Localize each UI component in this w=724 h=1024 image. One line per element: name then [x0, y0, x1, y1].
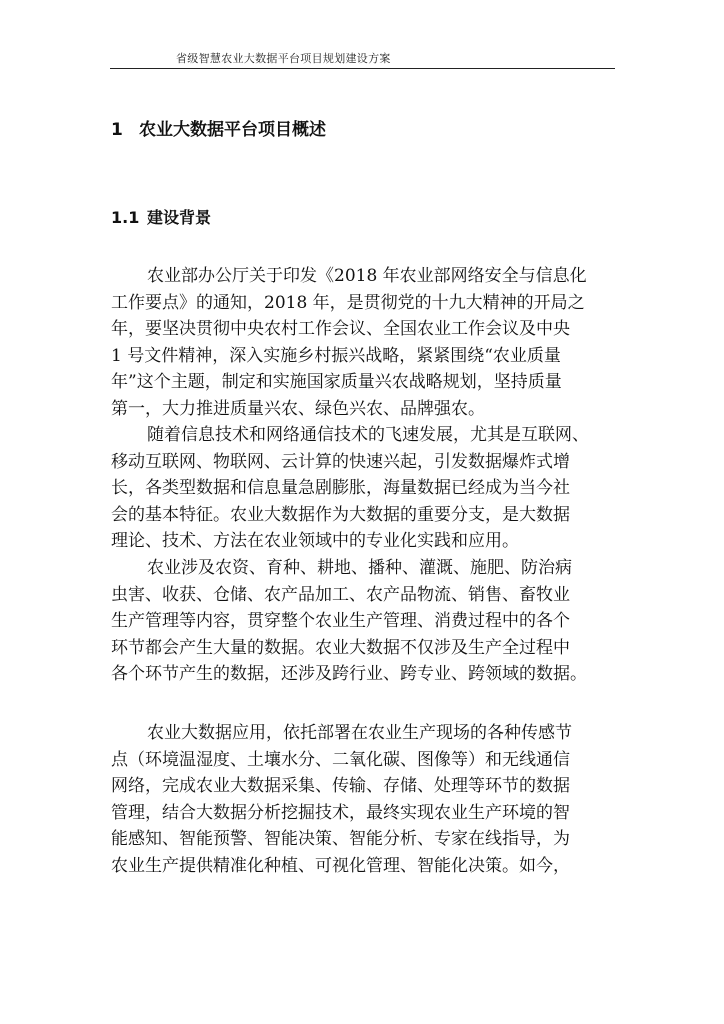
paragraph-line: 随着信息技术和网络通信技术的飞速发展，尤其是互联网、 — [147, 425, 589, 445]
paragraph-line: 第一，大力推进质量兴农、绿色兴农、品牌强农。 — [111, 398, 485, 419]
subsection-heading — [111, 205, 211, 228]
paragraph-line: 年，要坚决贯彻中央农村工作会议、全国农业工作会议及中央 — [111, 319, 570, 339]
paragraph-4 — [111, 720, 605, 879]
paragraph-line: 农业大数据应用，依托部署在农业生产现场的各种传感节 — [147, 723, 572, 743]
paragraph-line: 虫害、收获、仓储、农产品加工、农产品物流、销售、畜牧业 — [111, 584, 570, 605]
subsection-title: 建设背景 — [147, 208, 212, 227]
paragraph-line: 移动互联网、物联网、云计算的快速兴起，引发数据爆炸式增 — [111, 451, 570, 472]
paragraph-1 — [111, 263, 605, 422]
paragraph-line: 会的基本特征。农业大数据作为大数据的重要分支，是大数据 — [111, 504, 570, 525]
paragraph-line: 农业涉及农资、育种、耕地、播种、灌溉、施肥、防治病 — [147, 558, 572, 578]
section-title: 农业大数据平台项目概述 — [139, 120, 326, 140]
paragraph-line: 点（环境温湿度、土壤水分、二氧化碳、图像等）和无线通信 — [111, 749, 570, 770]
paragraph-line: 能感知、智能预警、智能决策、智能分析、专家在线指导，为 — [111, 829, 570, 849]
paragraph-line: 管理，结合大数据分析挖掘技术，最终实现农业生产环境的智 — [111, 802, 570, 823]
paragraph-line: 网络，完成农业大数据采集、传输、存储、处理等环节的数据 — [111, 776, 570, 796]
header-title: 省级智慧农业大数据平台项目规划建设方案 — [176, 52, 391, 65]
paragraph-line: 年”这个主题，制定和实施国家质量兴农战略规划，坚持质量 — [111, 372, 562, 392]
paragraph-line: 环节都会产生大量的数据。农业大数据不仅涉及生产全过程中 — [111, 637, 570, 658]
section-heading — [111, 115, 326, 140]
paragraph-line: 生产管理等内容，贯穿整个农业生产管理、消费过程中的各个 — [111, 611, 570, 631]
page-header — [110, 50, 615, 69]
paragraph-line: 理论、技术、方法在农业领域中的专业化实践和应用。 — [111, 531, 519, 551]
paragraph-line: 各个环节产生的数据，还涉及跨行业、跨专业、跨领域的数据。 — [111, 664, 587, 684]
paragraph-line: 长，各类型数据和信息量急剧膨胀，海量数据已经成为当今社 — [111, 478, 570, 498]
paragraph-line: 工作要点》的通知，2018 年，是贯彻党的十九大精神的开局之 — [111, 292, 585, 313]
section-number: 1 — [111, 120, 123, 140]
subsection-number: 1.1 — [111, 208, 140, 227]
paragraph-line: 1 号文件精神，深入实施乡村振兴战略，紧紧围绕“农业质量 — [111, 345, 561, 366]
paragraph-line: 农业部办公厅关于印发《2018 年农业部网络安全与信息化 — [147, 266, 587, 286]
paragraph-line: 农业生产提供精准化种植、可视化管理、智能化决策。如今， — [111, 855, 570, 876]
paragraph-2 — [111, 422, 605, 555]
paragraph-3 — [111, 555, 605, 688]
